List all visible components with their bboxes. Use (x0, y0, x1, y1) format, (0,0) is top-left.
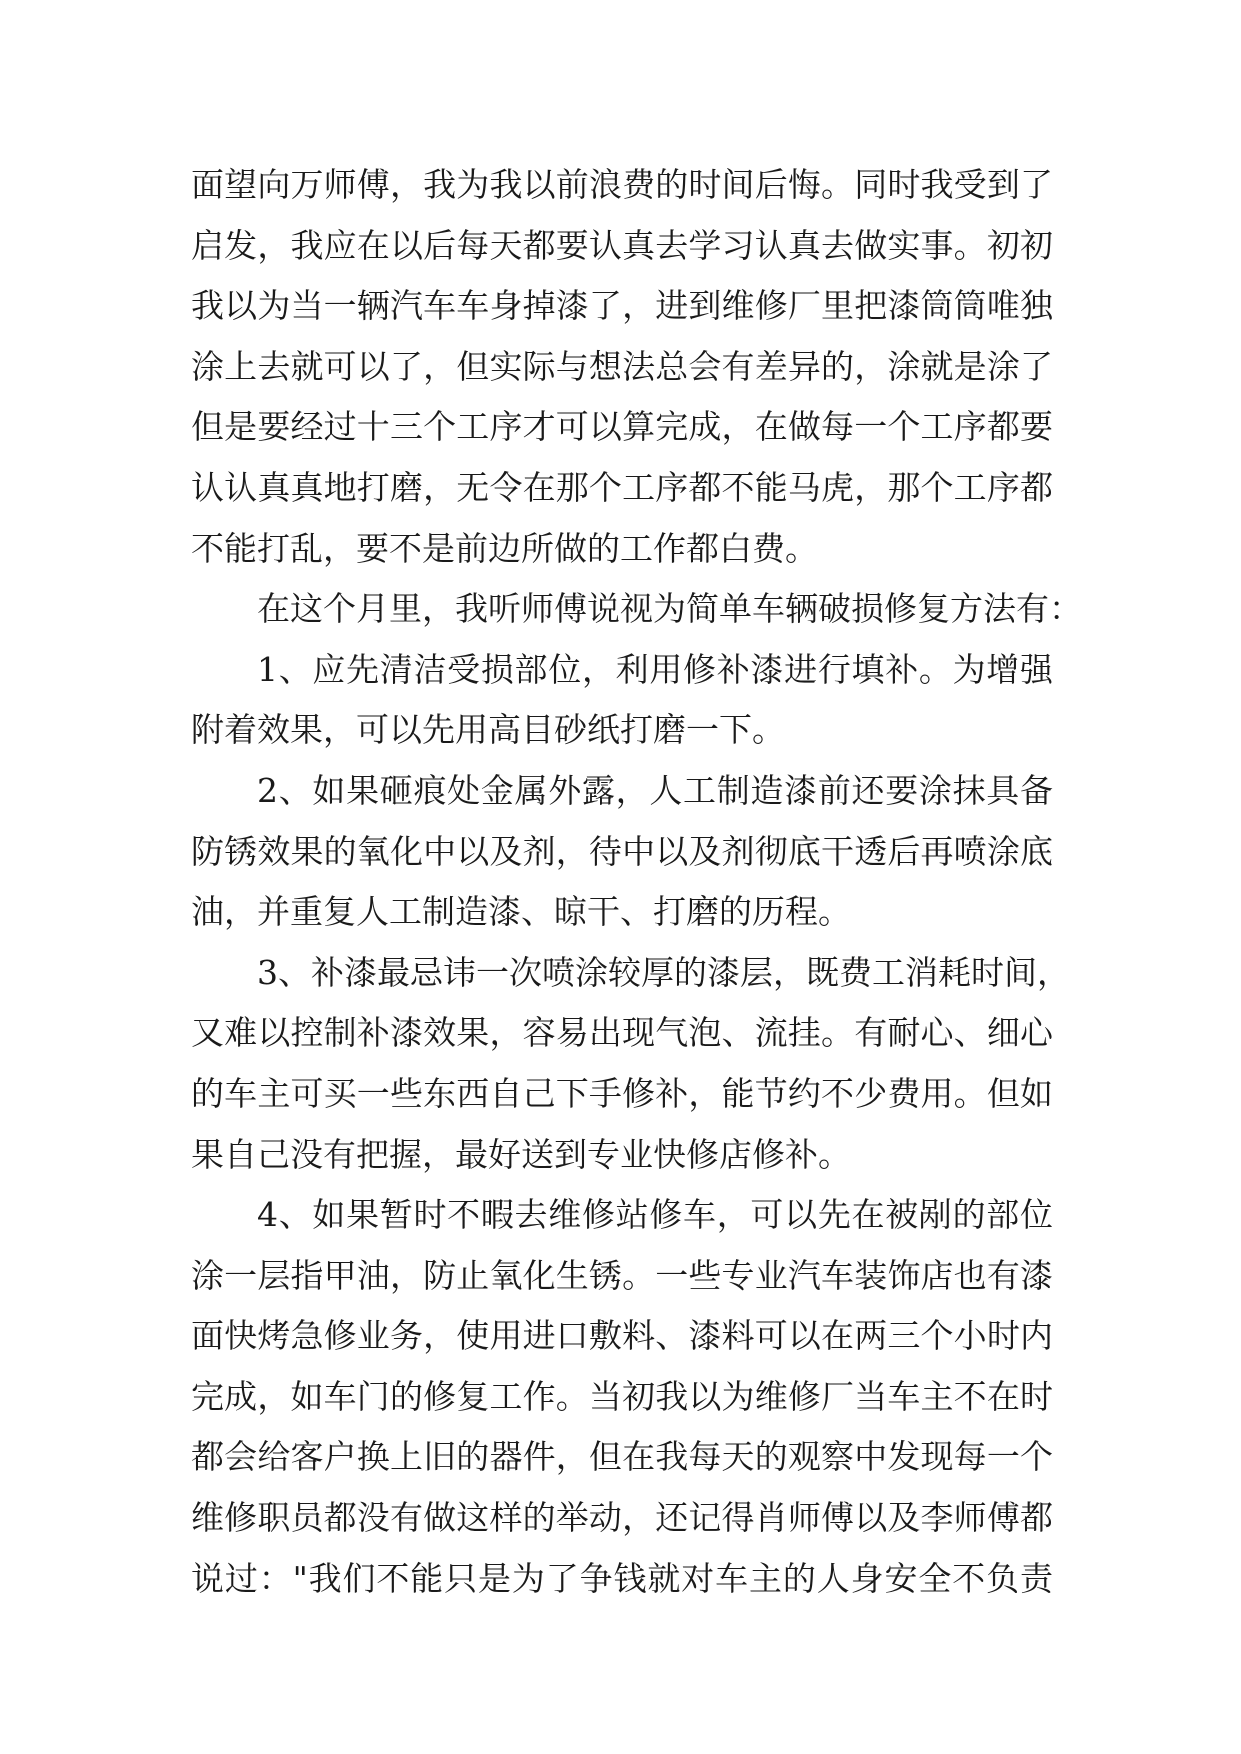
text-line: 涂一层指甲油，防止氧化生锈。一些专业汽车装饰店也有漆 (191, 1255, 1053, 1295)
list-item-1-line: 1、应先清洁受损部位，利用修补漆进行填补。为增强 (257, 649, 1053, 689)
text-line: 完成，如车门的修复工作。当初我以为维修厂当车主不在时 (191, 1376, 1053, 1416)
text-line: 防锈效果的氧化中以及剂，待中以及剂彻底干透后再喷涂底 (191, 831, 1053, 871)
text-line: 果自己没有把握，最好送到专业快修店修补。 (191, 1134, 851, 1174)
text-line: 认认真真地打磨，无令在那个工序都不能马虎，那个工序都 (191, 467, 1053, 507)
text-line: 面快烤急修业务，使用进口敷料、漆料可以在两三个小时内 (191, 1316, 1053, 1356)
text-line: 面望向万师傅，我为我以前浪费的时间后悔。同时我受到了 (191, 165, 1053, 204)
text-line: 说过："我们不能只是为了争钱就对车主的人身安全不负责 (191, 1558, 1053, 1598)
list-item-4-line: 4、如果暂时不暇去维修站修车，可以先在被剐的部位 (257, 1195, 1053, 1235)
paragraph-first-line: 在这个月里，我听师傅说视为简单车辆破损修复方法有： (257, 589, 1082, 629)
text-line: 但是要经过十三个工序才可以算完成，在做每一个工序都要 (191, 407, 1053, 447)
text-line: 附着效果，可以先用高目砂纸打磨一下。 (191, 710, 785, 750)
text-line: 我以为当一辆汽车车身掉漆了，进到维修厂里把漆筒筒唯独 (191, 286, 1053, 326)
text-line: 涂上去就可以了，但实际与想法总会有差异的，涂就是涂了 (191, 346, 1053, 386)
body-text (191, 155, 1082, 1609)
text-line: 不能打乱，要不是前边所做的工作都白费。 (191, 528, 818, 568)
list-item-2-line: 2、如果砸痕处金属外露，人工制造漆前还要涂抹具备 (257, 770, 1053, 810)
text-line: 启发，我应在以后每天都要认真去学习认真去做实事。初初 (191, 225, 1053, 265)
text-line: 的车主可买一些东西自己下手修补，能节约不少费用。但如 (191, 1073, 1053, 1113)
text-line: 维修职员都没有做这样的举动，还记得肖师傅以及李师傅都 (191, 1498, 1053, 1538)
text-line: 都会给客户换上旧的器件，但在我每天的观察中发现每一个 (191, 1437, 1053, 1477)
text-line: 油，并重复人工制造漆、晾干、打磨的历程。 (191, 892, 851, 932)
list-item-3-line: 3、补漆最忌讳一次喷涂较厚的漆层，既费工消耗时间， (257, 952, 1070, 992)
text-line: 又难以控制补漆效果，容易出现气泡、流挂。有耐心、细心 (191, 1013, 1053, 1053)
